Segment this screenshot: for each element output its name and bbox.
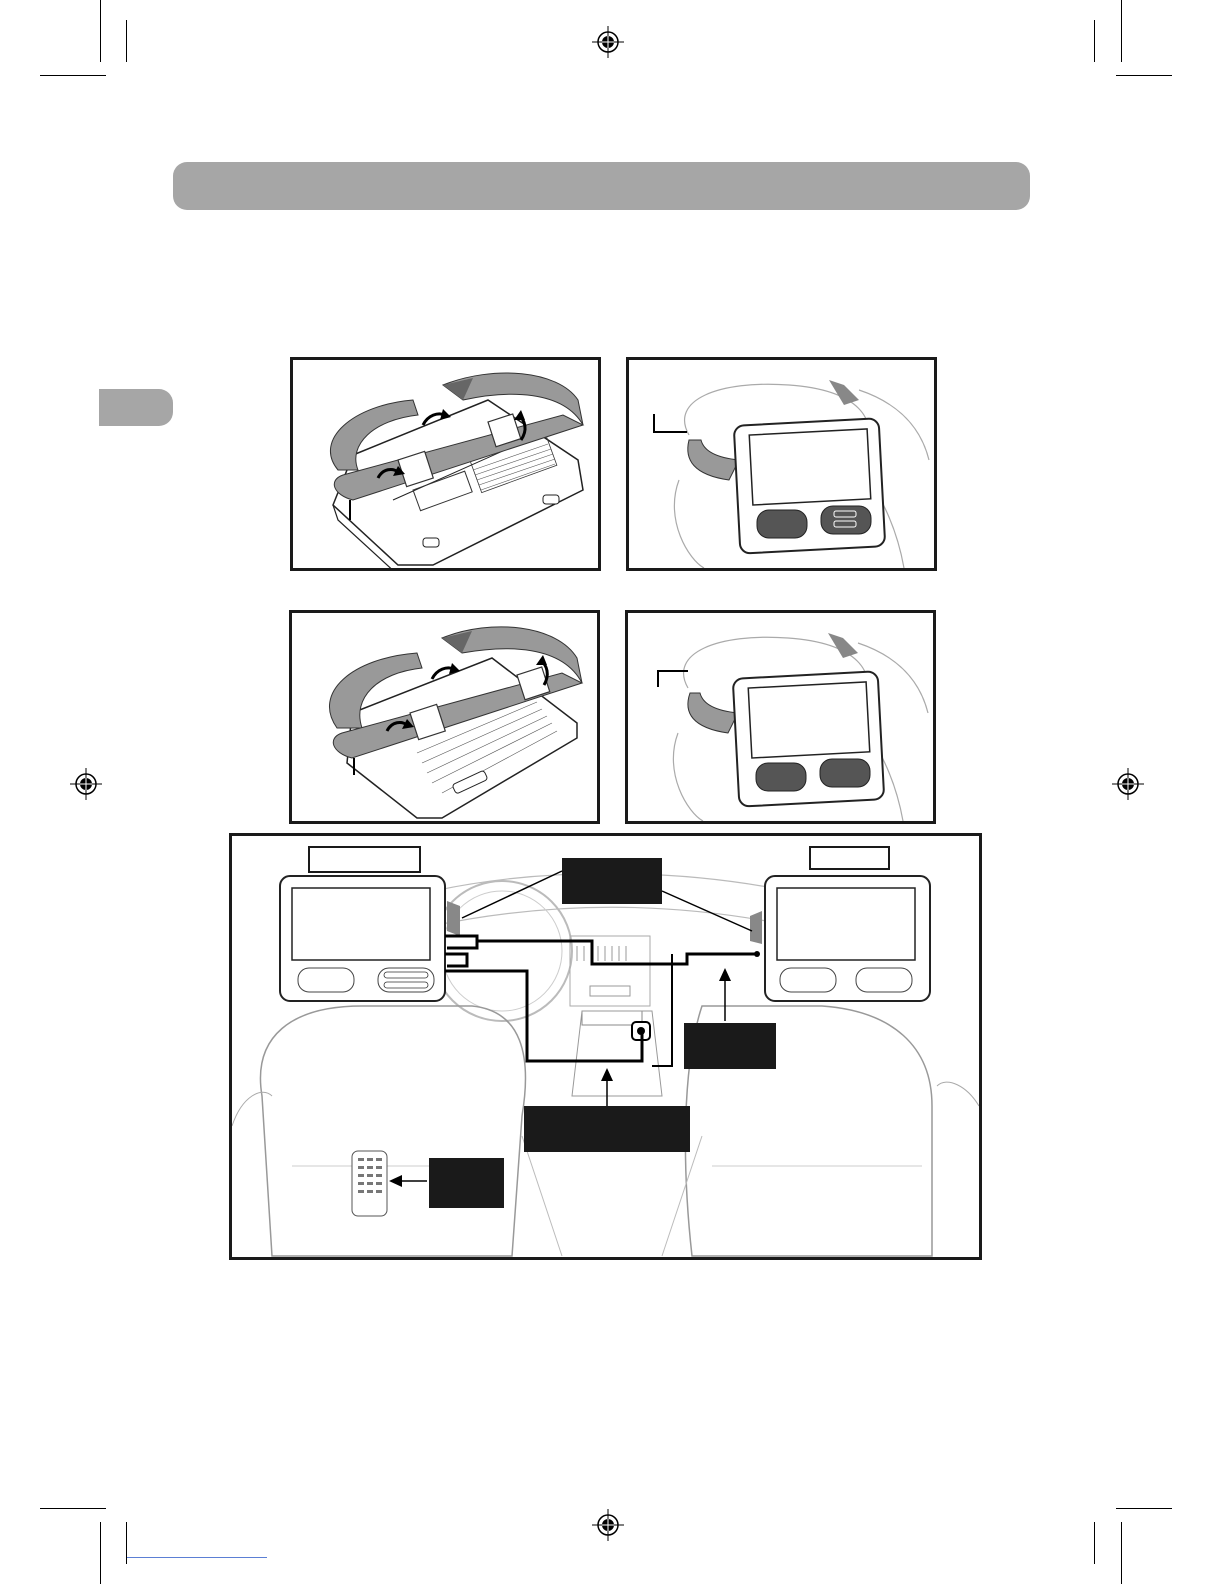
right-unit-label bbox=[809, 846, 890, 870]
registration-mark-icon bbox=[70, 768, 102, 800]
crop-mark-top-left-h bbox=[40, 75, 106, 76]
figure-step1-strap-unit bbox=[290, 357, 601, 571]
registration-mark-icon bbox=[1112, 768, 1144, 800]
registration-mark-icon bbox=[592, 26, 624, 58]
crop-mark-bottom-left-h bbox=[40, 1508, 106, 1509]
section-header-bar bbox=[173, 162, 1030, 210]
figure-step2-mounted-unit bbox=[625, 610, 936, 824]
headrest-mount-icon bbox=[629, 360, 934, 568]
strap-wrap-icon bbox=[292, 613, 597, 821]
crop-mark-bottom-right-h bbox=[1116, 1508, 1172, 1509]
crop-mark-top-right-v2 bbox=[1121, 0, 1122, 62]
headrest-strap-label bbox=[562, 858, 662, 904]
crop-mark-bottom-right-v2 bbox=[1121, 1522, 1122, 1584]
cable-label bbox=[684, 1023, 776, 1069]
crop-mark-bottom-right-v bbox=[1094, 1522, 1095, 1564]
crop-mark-top-left-v bbox=[100, 0, 101, 62]
crop-mark-top-right-h bbox=[1116, 75, 1172, 76]
remote-label bbox=[429, 1158, 504, 1208]
figure-car-installation bbox=[229, 833, 982, 1260]
left-unit-label bbox=[308, 846, 421, 873]
bottom-rule bbox=[127, 1557, 267, 1558]
figure-step1-mounted-unit bbox=[626, 357, 937, 571]
language-side-tab bbox=[99, 389, 173, 426]
registration-mark-icon bbox=[592, 1509, 624, 1541]
crop-mark-top-left-v2 bbox=[126, 20, 127, 62]
strap-wrap-icon bbox=[293, 360, 598, 568]
figure-step2-strap-unit bbox=[289, 610, 600, 824]
car-adapter-label bbox=[524, 1106, 690, 1152]
headrest-mount-icon bbox=[628, 613, 933, 821]
crop-mark-top-right-v bbox=[1094, 20, 1095, 62]
crop-mark-bottom-left-v bbox=[100, 1522, 101, 1584]
